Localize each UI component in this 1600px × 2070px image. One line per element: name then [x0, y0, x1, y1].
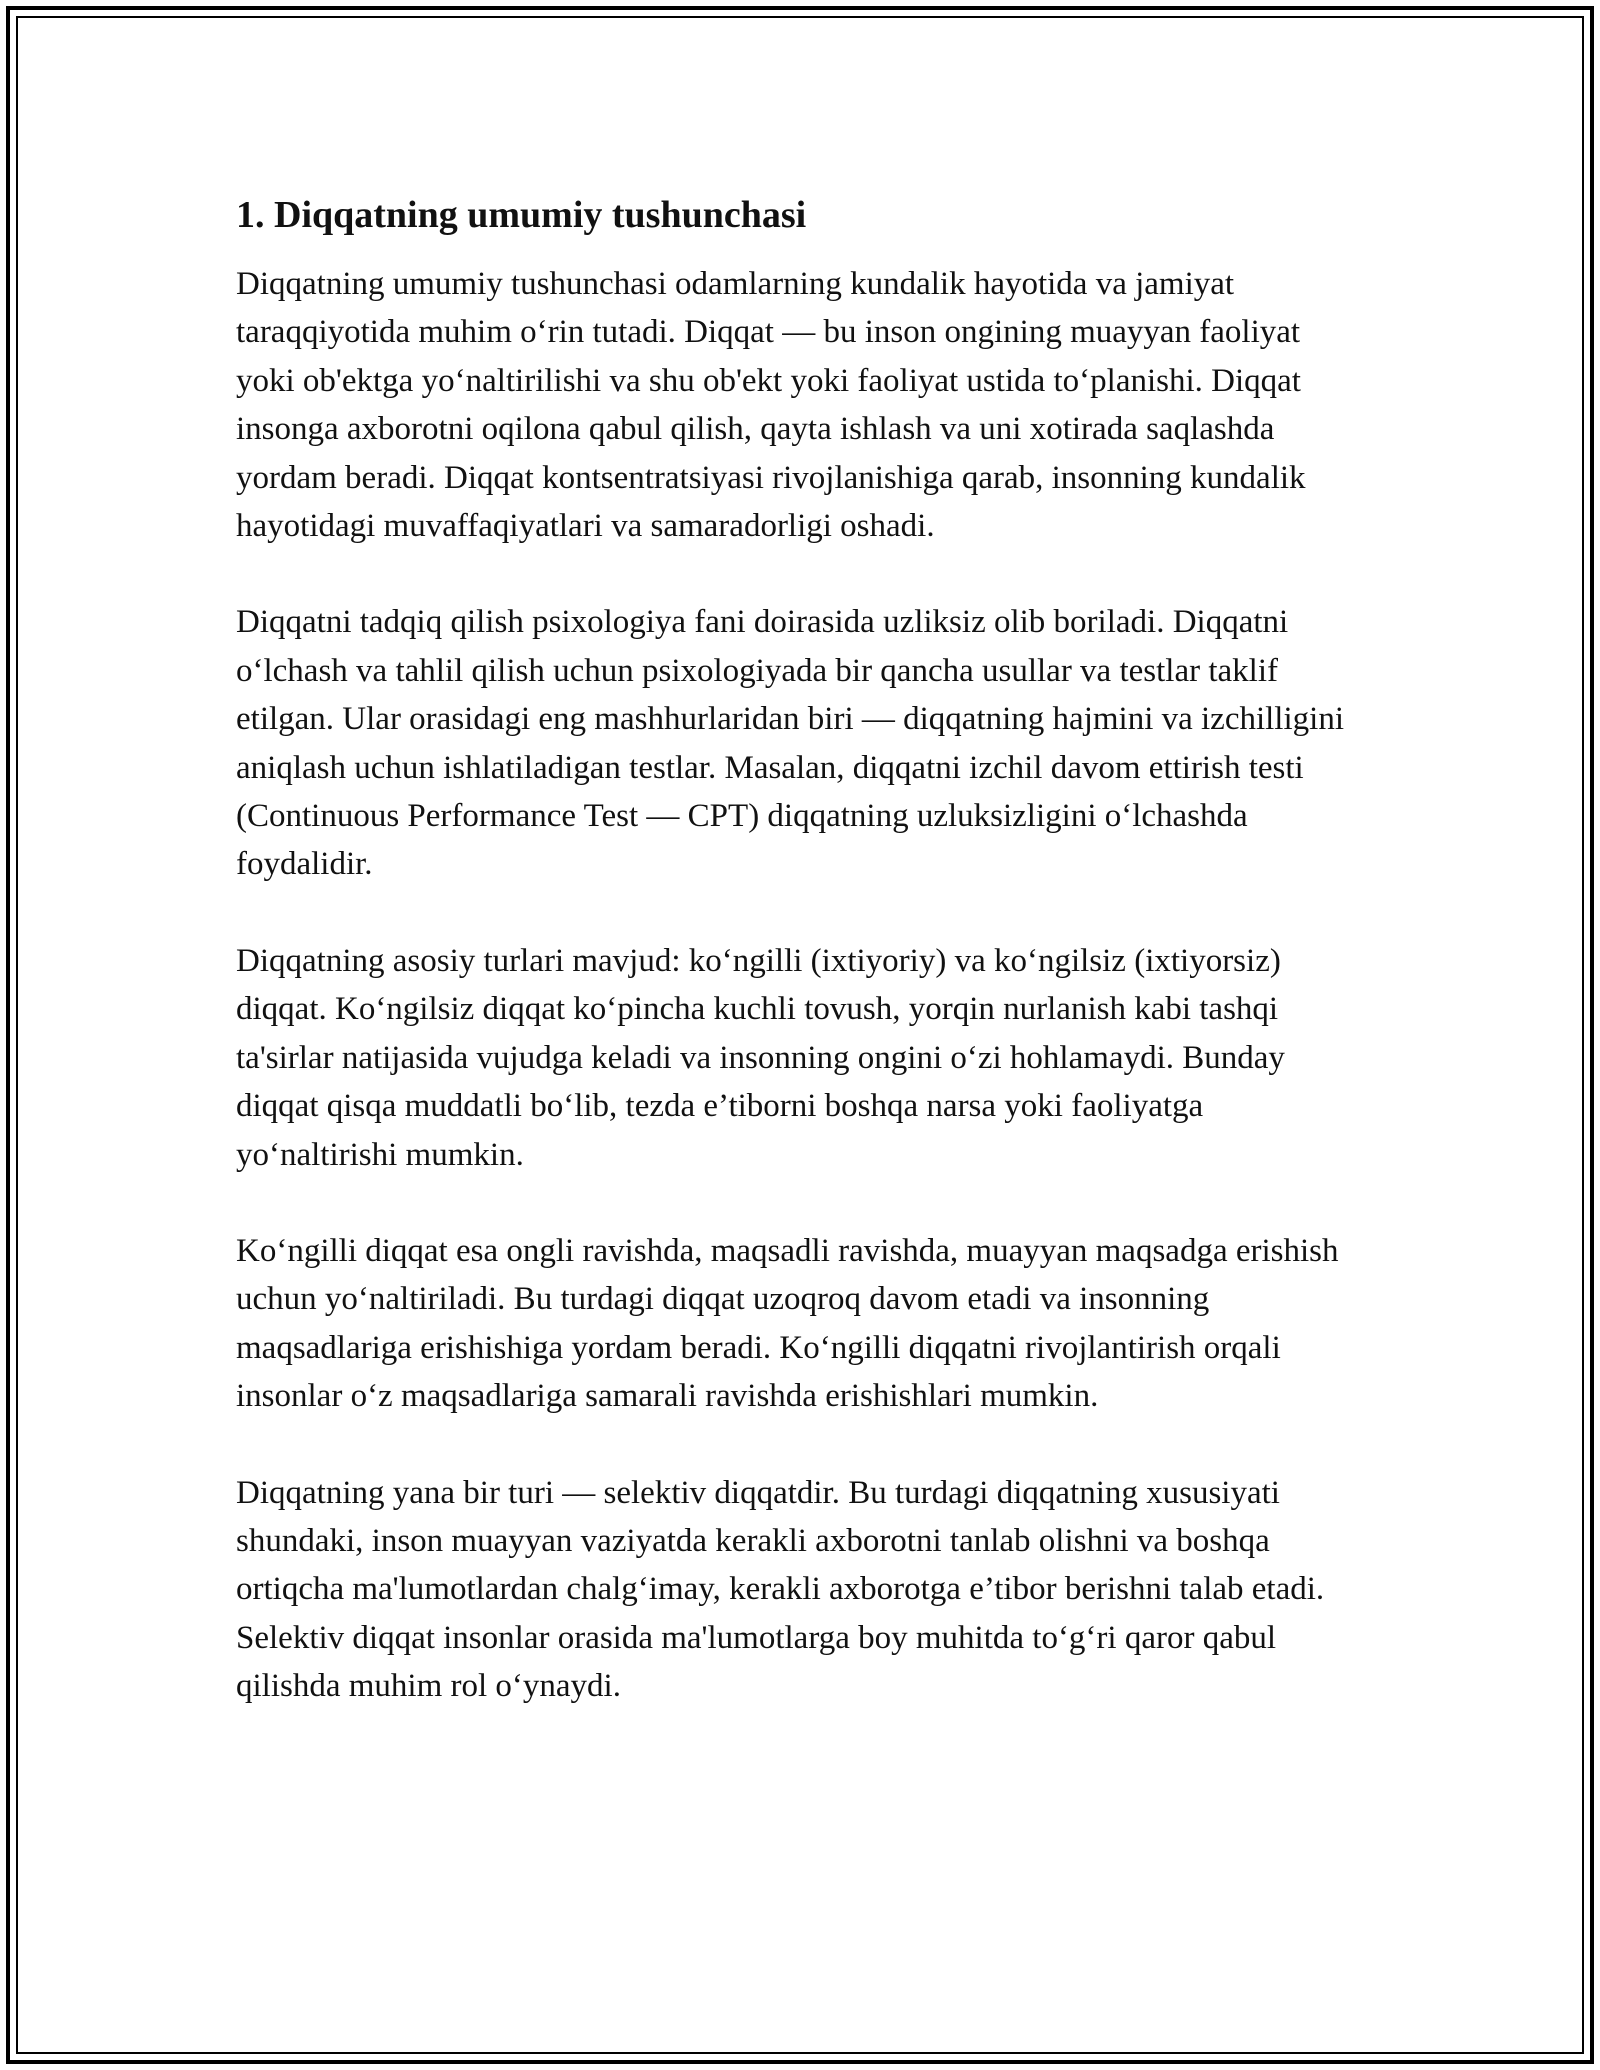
- paragraph-1: Diqqatning umumiy tushunchasi odamlarning kundalik hayotida va jamiyat taraqqiyotida muhim o‘rin tutadi. Diqqat — bu inson ongining muayyan faoliyat yoki ob'ektga yo‘naltirilishi va shu ob'ekt yoki faoliyat ustida to‘planishi. Diqqat insonga axborotni oqilona qabul qilish, qayta ishlash va uni xotirada saqlashda yordam beradi. Diqqat kontsentratsiyasi rivojlanishiga qarab, insonning kundalik hayotidagi muvaffaqiyatlari va samaradorligi oshadi.: [236, 266, 1306, 545]
- document-body: [236, 190, 1356, 1759]
- paragraph-2: Diqqatni tadqiq qilish psixologiya fani doirasida uzliksiz olib boriladi. Diqqatni o‘lchash va tahlil qilish uchun psixologiyada bir qancha usullar va testlar taklif etilgan. Ular orasidagi eng mashhurlaridan biri — diqqatning hajmini va izchilligini aniqlash uchun ishlatiladigan testlar. Masalan, diqqatni izchil davom ettirish testi (Continuous Performance Test — CPT) diqqatning uzluksizligini o‘lchashda foydalidir.: [236, 604, 1344, 883]
- section-heading: 1. Diqqatning umumiy tushunchasi: [236, 194, 807, 236]
- paragraph-4: Ko‘ngilli diqqat esa ongli ravishda, maqsadli ravishda, muayyan maqsadga erishish uchun yo‘naltiriladi. Bu turdagi diqqat uzoqroq davom etadi va insonning maqsadlariga erishishiga yordam beradi. Ko‘ngilli diqqatni rivojlantirish orqali insonlar o‘z maqsadlariga samarali ravishda erishishlari mumkin.: [236, 1232, 1339, 1415]
- paragraph-3: Diqqatning asosiy turlari mavjud: ko‘ngilli (ixtiyoriy) va ko‘ngilsiz (ixtiyorsiz) diqqat. Ko‘ngilsiz diqqat ko‘pincha kuchli tovush, yorqin nurlanish kabi tashqi ta'sirlar natijasida vujudga keladi va insonning ongini o‘zi hohlamaydi. Bunday diqqat qisqa muddatli bo‘lib, tezda e’tiborni boshqa narsa yoki faoliyatga yo‘naltirishi mumkin.: [236, 942, 1285, 1173]
- paragraph-5: Diqqatning yana bir turi — selektiv diqqatdir. Bu turdagi diqqatning xususiyati shundaki, inson muayyan vaziyatda kerakli axborotni tanlab olishni va boshqa ortiqcha ma'lumotlardan chalg‘imay, kerakli axborotga e’tibor berishni talab etadi. Selektiv diqqat insonlar orasida ma'lumotlarga boy muhitda to‘g‘ri qaror qabul qilishda muhim rol o‘ynaydi.: [236, 1474, 1325, 1705]
